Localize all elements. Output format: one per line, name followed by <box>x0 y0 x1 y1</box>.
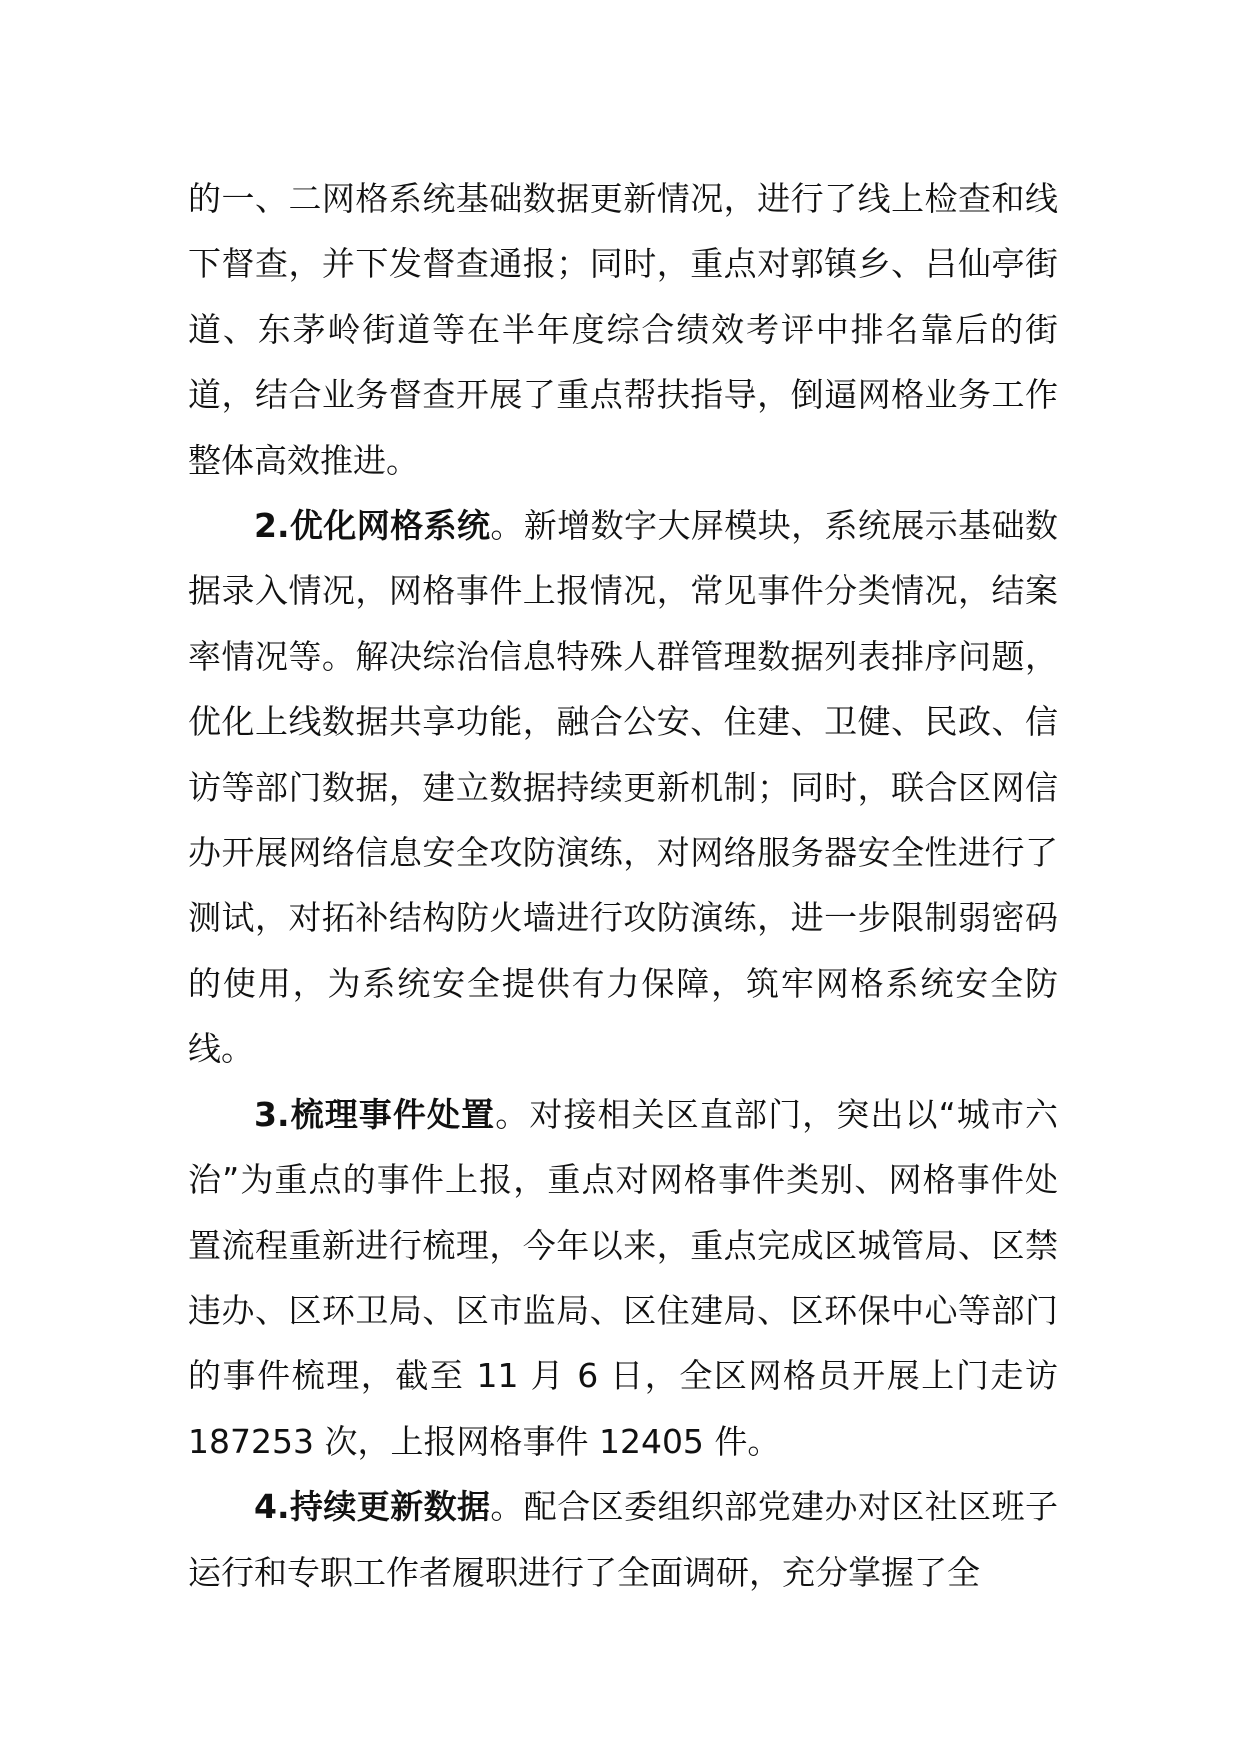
paragraph-heading: 3.梳理事件处置 <box>254 1094 496 1134</box>
paragraph-text: 的一、二网格系统基础数据更新情况，进行了线上检查和线下督查，并下发督查通报；同时，重点对郭镇乡、吕仙亭街道、东茅岭街道等在半年度综合绩效考评中排名靠后的街道，结合业务督查开展了重点帮扶指导，倒逼网格业务工作整体高效推进。 <box>188 179 1058 480</box>
paragraph-text: 。对接相关区直部门，突出以“城市六治”为重点的事件上报，重点对网格事件类别、网格事件处置流程重新进行梳理，今年以来，重点完成区城管局、区禁违办、区环卫局、区市监局、区住建局、区环保中心等部门的事件梳理，截至 11 月 6 日，全区网格员开展上门走访 187253 次，上报网格事件 12405 件。 <box>188 1094 1058 1461</box>
paragraph-event-handling <box>188 1082 1058 1474</box>
paragraph-heading: 2.优化网格系统 <box>254 506 491 546</box>
paragraph-text: 。配合区委组织部党建办对区社区班子运行和专职工作者履职进行了全面调研，充分掌握了全 <box>188 1487 1058 1592</box>
paragraph-optimize-grid-system <box>188 493 1058 1082</box>
paragraph-heading: 4.持续更新数据 <box>254 1487 491 1527</box>
paragraph-continued <box>188 166 1058 493</box>
paragraph-update-data <box>188 1474 1058 1605</box>
paragraph-text: 。新增数字大屏模块，系统展示基础数据录入情况，网格事件上报情况，常见事件分类情况，结案率情况等。解决综治信息特殊人群管理数据列表排序问题，优化上线数据共享功能，融合公安、住建、卫健、民政、信访等部门数据，建立数据持续更新机制；同时，联合区网信办开展网络信息安全攻防演练，对网络服务器安全性进行了测试，对拓补结构防火墙进行攻防演练，进一步限制弱密码的使用，为系统安全提供有力保障，筑牢网格系统安全防线。 <box>188 506 1058 1069</box>
document-body <box>188 166 1058 1605</box>
